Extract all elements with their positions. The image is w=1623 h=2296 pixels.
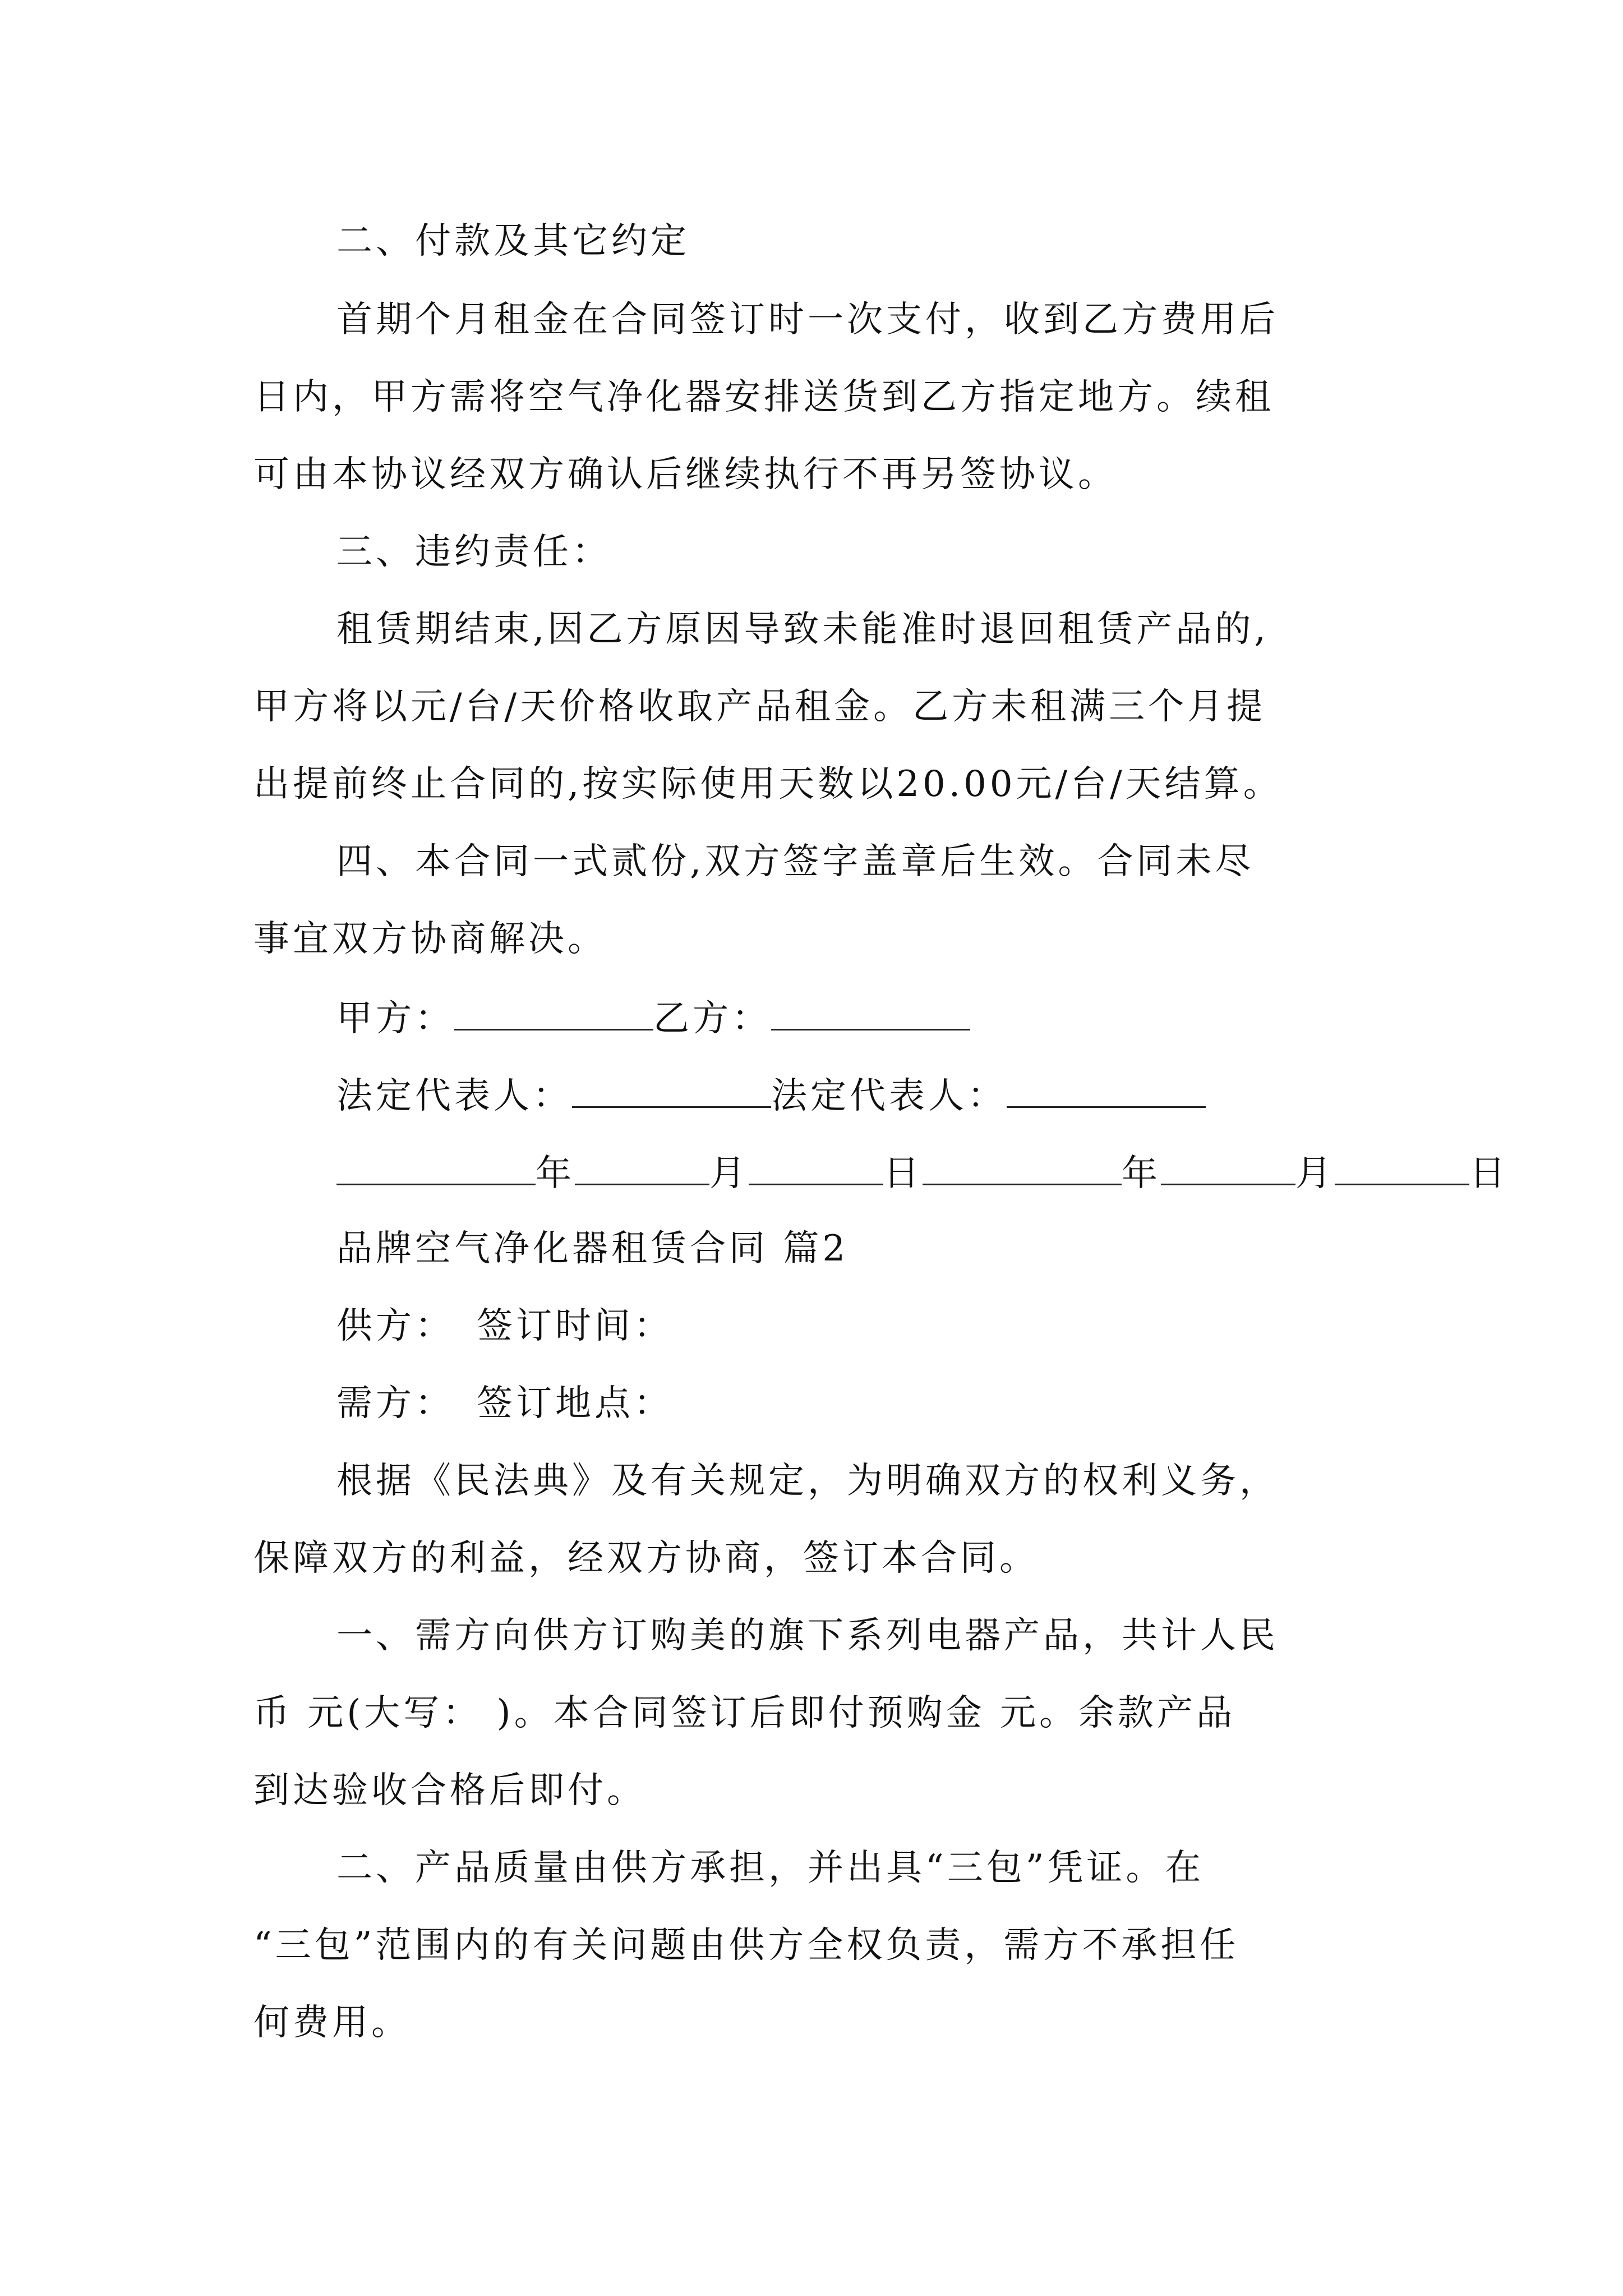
day-label: 日	[1469, 1153, 1509, 1194]
paragraph-line: 何费用。	[253, 2002, 411, 2044]
sign-time-label: 签订时间：	[477, 1305, 673, 1347]
paragraph-line: 四、本合同一式贰份,双方签字盖章后生效。合同未尽	[336, 841, 1255, 882]
paragraph-line: 甲方将以元/台/天价格收取产品租金。乙方未租满三个月提	[253, 686, 1266, 728]
paragraph-line: 可由本协议经双方确认后继续执行不再另签协议。	[253, 454, 1117, 495]
year-label: 年	[536, 1153, 575, 1194]
day-label: 日	[883, 1153, 923, 1194]
paragraph-line: “三包”范围内的有关问题由供方全权负责，需方不承担任	[253, 1925, 1239, 1966]
legal-rep-b-label: 法定代表人：	[771, 1075, 1007, 1117]
paragraph-line: 币 元(大写： )。本合同签订后即付预购金 元。余款产品	[253, 1692, 1235, 1734]
paragraph-line: 事宜双方协商解决。	[253, 918, 607, 960]
paragraph-line: 一、需方向供方订购美的旗下系列电器产品，共计人民	[336, 1615, 1279, 1657]
month-a-blank	[575, 1149, 709, 1185]
year-label: 年	[1122, 1153, 1161, 1194]
paragraph-line: 出提前终止合同的,按实际使用天数以20.00元/台/天结算。	[253, 763, 1283, 805]
signature-party-row	[336, 994, 970, 1041]
legal-rep-a-label: 法定代表人：	[336, 1075, 572, 1117]
signature-rep-row	[336, 1071, 1206, 1119]
supplier-row	[336, 1304, 673, 1349]
paragraph-line: 保障双方的利益，经双方协商，签订本合同。	[253, 1538, 1039, 1579]
sign-place-label: 签订地点：	[477, 1383, 673, 1424]
buyer-label: 需方：	[336, 1383, 454, 1424]
section-heading: 品牌空气净化器租赁合同 篇2	[336, 1228, 849, 1269]
paragraph-heading: 二、付款及其它约定	[336, 220, 690, 262]
month-label: 月	[709, 1153, 749, 1194]
paragraph-line: 租赁期结束,因乙方原因导致未能准时退回租赁产品的,	[336, 609, 1269, 650]
legal-rep-b-blank	[1007, 1071, 1206, 1108]
paragraph-line: 日内，甲方需将空气净化器安排送货到乙方指定地方。续租	[253, 376, 1274, 418]
party-a-label: 甲方：	[336, 998, 454, 1039]
month-label: 月	[1295, 1153, 1335, 1194]
party-b-blank	[771, 994, 970, 1030]
month-b-blank	[1161, 1149, 1295, 1185]
day-a-blank	[749, 1149, 883, 1185]
paragraph-line: 到达验收合格后即付。	[253, 1770, 646, 1811]
buyer-row	[336, 1381, 673, 1426]
paragraph-line: 根据《民法典》及有关规定，为明确双方的权利义务，	[336, 1460, 1279, 1502]
day-b-blank	[1335, 1149, 1469, 1185]
paragraph-line: 二、产品质量由供方承担，并出具“三包”凭证。在	[336, 1847, 1205, 1889]
party-b-label: 乙方：	[653, 998, 771, 1039]
year-a-blank	[336, 1149, 536, 1185]
year-b-blank	[923, 1149, 1122, 1185]
supplier-label: 供方：	[336, 1305, 454, 1347]
paragraph-line: 首期个月租金在合同签订时一次支付，收到乙方费用后	[336, 299, 1279, 341]
party-a-blank	[454, 994, 653, 1030]
legal-rep-a-blank	[572, 1071, 771, 1108]
signature-date-row	[336, 1149, 1509, 1196]
paragraph-heading: 三、违约责任：	[336, 531, 611, 573]
